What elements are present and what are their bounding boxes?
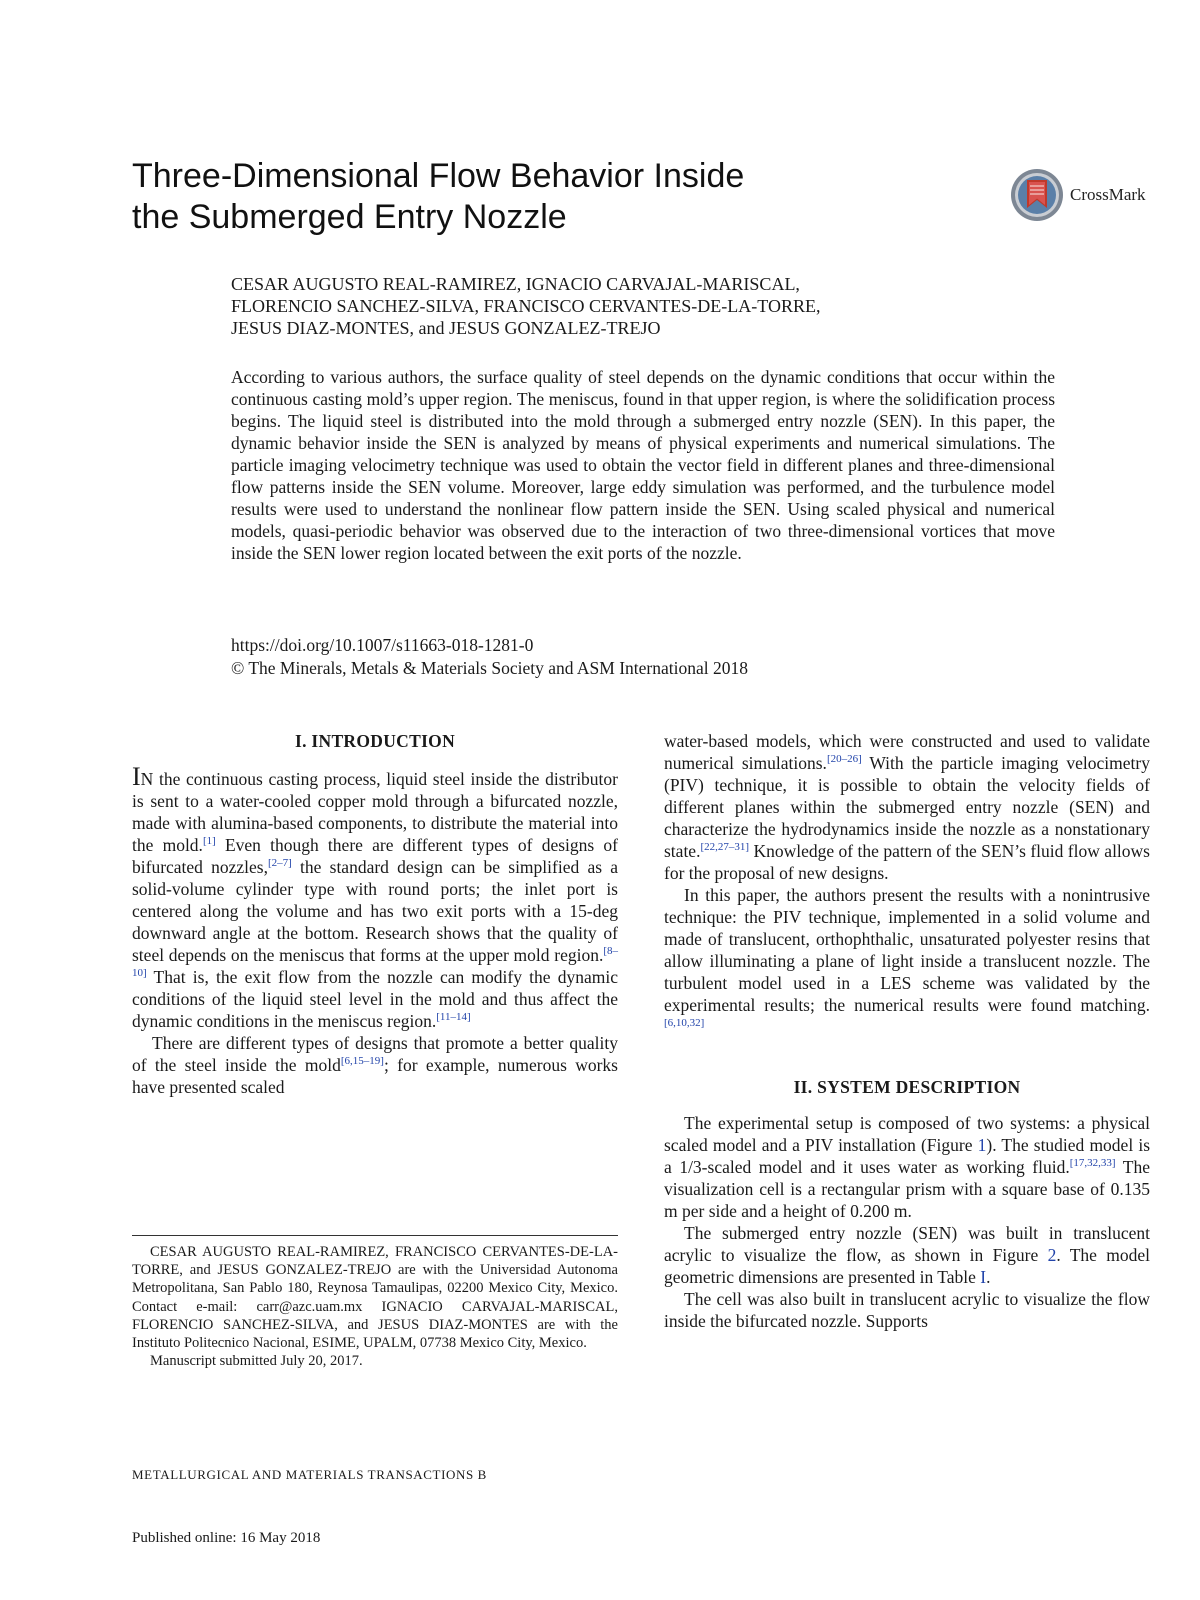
- author-line-3: JESUS DIAZ-MONTES, and JESUS GONZALEZ-TREJO: [231, 318, 661, 338]
- section-heading-introduction: I. INTRODUCTION: [294, 731, 456, 751]
- system-paragraph-3: The cell was also built in translucent acrylic to visualize the flow inside the bifurcated nozzle. Supports: [664, 1289, 1150, 1331]
- intro-paragraph-2-continued-left: ; for example, numerous works have presented scaled: [132, 1055, 618, 1097]
- published-date: Published online: 16 May 2018: [132, 1530, 321, 1546]
- table-link[interactable]: I: [980, 1267, 987, 1287]
- manuscript-submitted: Manuscript submitted July 20, 2017.: [150, 1353, 363, 1370]
- author-line-1: CESAR AUGUSTO REAL-RAMIREZ, IGNACIO CARVAJAL-MARISCAL,: [231, 274, 800, 294]
- crossmark-label: CrossMark: [1070, 185, 1146, 204]
- intro-paragraph-2-continued: water-based models, which were constructed and used to validate numerical simulations.[20–26] With the particle imaging velocimetry (PIV) technique, it is possible to obtain the velocity fields of different planes within the submerged entry nozzle (SEN) and characterize the hydrodynamics inside the nozzle as a nonstationary state.[22,27–31] Knowledge of the pattern of the SEN’s fluid flow allows for the proposal of new designs.: [664, 731, 1150, 883]
- citation-link[interactable]: [11–14]: [436, 1011, 471, 1024]
- copyright-notice: © The Minerals, Metals & Materials Society and ASM International 2018: [231, 658, 748, 678]
- citation-link[interactable]: [1]: [202, 835, 216, 848]
- figure-link[interactable]: 1: [977, 1135, 987, 1155]
- crossmark-badge[interactable]: [1010, 168, 1146, 222]
- citation-link[interactable]: [6,10,32]: [664, 1017, 705, 1030]
- title-line-2: the Submerged Entry Nozzle: [132, 198, 567, 236]
- left-column: [132, 730, 618, 1098]
- citation-link[interactable]: [17,32,33]: [1069, 1157, 1116, 1170]
- doi-block: [231, 634, 1031, 680]
- author-line-2: FLORENCIO SANCHEZ-SILVA, FRANCISCO CERVANTES-DE-LA-TORRE,: [231, 296, 821, 316]
- doi-link[interactable]: https://doi.org/10.1007/s11663-018-1281-0: [231, 635, 534, 655]
- citation-link[interactable]: [22,27–31]: [700, 841, 750, 854]
- intro-paragraph-1: IN the continuous casting process, liquid steel inside the distributor is sent to a water-cooled copper mold through a bifurcated nozzle, made with alumina-based components, to distribute the material into the mold.[1] Even though there are different types of designs of bifurcated nozzles,[2–7] the standard design can be simplified as a solid-volume cylinder type with round ports; the inlet port is centered along the volume and has two exit ports with a 15-deg downward angle at the bottom. Research shows that the quality of steel depends on the meniscus that forms at the upper mold region.[8–10] That is, the exit flow from the nozzle can modify the dynamic conditions of the liquid steel level in the mold and thus affect the dynamic conditions in the meniscus region.[11–14]: [132, 762, 619, 1031]
- right-column: [664, 730, 1150, 1332]
- crossmark-icon: [1010, 168, 1064, 222]
- system-paragraph-1: The experimental setup is composed of two systems: a physical scaled model and a PIV installation (Figure 1). The studied model is a 1/3-scaled model and it uses water as working fluid.[17,32,33] The visualization cell is a rectangular prism with a square base of 0.135 m per side and a height of 0.200 m.: [664, 1113, 1151, 1221]
- drop-cap: I: [132, 762, 141, 791]
- citation-link[interactable]: [8–10]: [132, 945, 618, 980]
- figure-link[interactable]: 2: [1047, 1245, 1057, 1265]
- intro-paragraph-3: In this paper, the authors present the results with a nonintrusive technique: the PIV technique, implemented in a solid volume and made of translucent, orthophthalic, unsaturated polyester resins that allow illuminating a plane of light inside a translucent nozzle. The turbulent model used in a LES scheme was validated by the experimental results; the numerical results were found matching.[6,10,32]: [664, 885, 1150, 1030]
- intro-paragraph-2: There are different types of designs that promote a better quality of the steel inside the mold[6,15–19]; for example, numerous works have presented scaled: [132, 1033, 618, 1097]
- abstract: According to various authors, the surface quality of steel depends on the dynamic conditions that occur within the continuous casting mold’s upper region. The meniscus, found in that upper region, is where the solidification process begins. The liquid steel is distributed into the mold through a submerged entry nozzle (SEN). In this paper, the dynamic behavior inside the SEN is analyzed by means of physical experiments and numerical simulations. The particle imaging velocimetry technique was used to obtain the vector field in different planes and three-dimensional flow patterns inside the SEN volume. Moreover, large eddy simulation was performed, and the turbulence model results were used to understand the nonlinear flow pattern inside the SEN. Using scaled physical and numerical models, quasi-periodic behavior was observed due to the interaction of two three-dimensional vortices that move inside the SEN lower region located between the exit ports of the nozzle.: [231, 367, 1055, 563]
- section-heading-system-description: II. SYSTEM DESCRIPTION: [793, 1077, 1021, 1097]
- citation-link[interactable]: [6,15–19]: [340, 1055, 384, 1068]
- journal-name: METALLURGICAL AND MATERIALS TRANSACTIONS B: [132, 1467, 487, 1482]
- article-title: [132, 156, 892, 238]
- author-list: [231, 273, 1051, 339]
- citation-link[interactable]: [20–26]: [826, 753, 862, 766]
- citation-link[interactable]: [2–7]: [268, 857, 292, 870]
- system-paragraph-2: The submerged entry nozzle (SEN) was built in translucent acrylic to visualize the flow, as shown in Figure 2. The model geometric dimensions are presented in Table I.: [664, 1223, 1150, 1287]
- author-affiliation-footnote: [132, 1243, 618, 1370]
- title-line-1: Three-Dimensional Flow Behavior Inside: [132, 157, 745, 195]
- affiliation-text: CESAR AUGUSTO REAL-RAMIREZ, FRANCISCO CERVANTES-DE-LA-TORRE, and JESUS GONZALEZ-TREJO are with the Universidad Autonoma Metropolitana, San Pablo 180, Reynosa Tamaulipas, 02200 Mexico City, Mexico. Contact e-mail: carr@azc.uam.mx IGNACIO CARVAJAL-MARISCAL, FLORENCIO SANCHEZ-SILVA, and JESUS DIAZ-MONTES are with the Instituto Politecnico Nacional, ESIME, UPALM, 07738 Mexico City, Mexico.: [132, 1244, 618, 1352]
- footnote-divider: [132, 1235, 618, 1236]
